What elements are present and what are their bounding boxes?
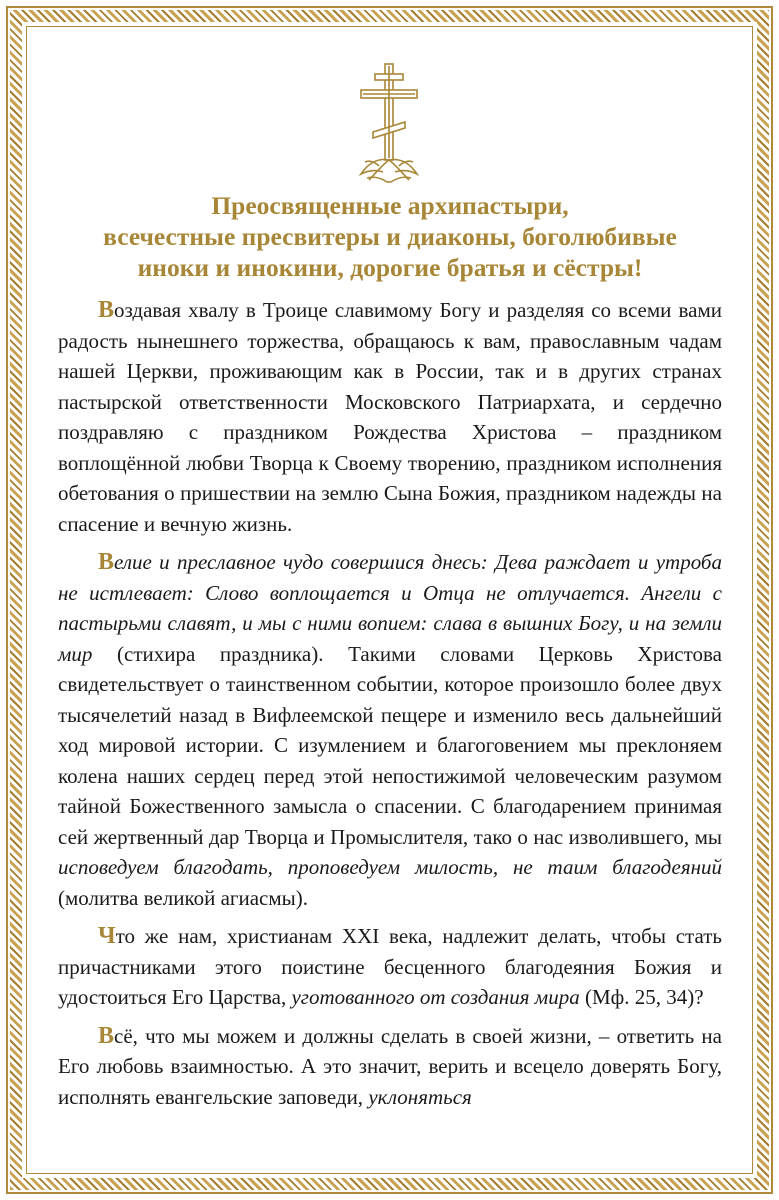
letter-body bbox=[58, 190, 722, 1120]
quote-italic: исповедуем благодать, проповедуем милость, не таим благодеяний bbox=[58, 855, 722, 879]
quote-italic: уготованного от создания мира bbox=[291, 985, 580, 1009]
paragraph-text: оздавая хвалу в Троице славимому Богу и разделяя со всеми вами радость нынешнего торжества, обращаюсь к вам, православным чадам нашей Церкви, проживающим как в России, так и в других странах пастырской ответственности Московского Патриархата, и сердечно поздравляю с праздником Рождества Христова – праздником воплощённой любви Творца к Своему творению, праздником исполнения обетования о пришествии на землю Сына Божия, праздником надежды на спасение и вечную жизнь. bbox=[58, 298, 722, 536]
quote-italic: уклоняться bbox=[368, 1084, 472, 1109]
greeting-line-1: Преосвященные архипастыри, bbox=[211, 191, 569, 220]
paragraph-3 bbox=[58, 921, 722, 1013]
paragraph-text: то же нам, христианам XXI века, надлежит делать, чтобы стать причастниками этого поистине бесценного благодеяния Божия и удостоиться Его Царства, bbox=[58, 924, 722, 1009]
paragraph-text: (молитва великой агиасмы). bbox=[58, 885, 309, 910]
quote-italic: елие и преславное чудо совершися днесь: Дева раждает и утроба не истлевает: Слово воплощается и Отца не отлучается. Ангели с пастырьми славят, и мы с ними вопием: слава в вышних Богу, и на земли мир bbox=[58, 550, 722, 666]
dropcap: В bbox=[98, 297, 115, 323]
greeting-heading bbox=[58, 190, 722, 283]
dropcap: В bbox=[98, 1022, 115, 1049]
paragraph-text: сё, что мы можем и должны сделать в своей жизни, – ответить на Его любовь взаимностью. А это значит, верить и всецело доверять Богу, исполнять евангельские заповеди, bbox=[58, 1023, 722, 1109]
orthodox-cross-icon bbox=[339, 62, 439, 184]
dropcap: В bbox=[98, 549, 115, 575]
greeting-line-2: всечестные пресвитеры и диаконы, боголюбивые bbox=[103, 222, 677, 251]
paragraph-4 bbox=[58, 1021, 722, 1113]
greeting-line-3: иноки и инокини, дорогие братья и сёстры! bbox=[137, 253, 643, 282]
paragraph-2 bbox=[58, 547, 722, 913]
paragraph-text: (стихира праздника). Такими словами Церковь Христова свидетельствует о таинственном событии, которое произошло более двух тысячелетий назад в Вифлеемской пещере и изменило весь дальнейший ход мировой истории. С изумлением и благоговением мы преклоняем колена наших сердец перед этой непостижимой человеческим разумом тайной Божественного замысла о спасении. С благодарением принимая сей жертвенный дар Творца и Промыслителя, тако о нас изволившего, мы bbox=[58, 641, 722, 849]
dropcap: Ч bbox=[98, 923, 116, 949]
paragraph-1 bbox=[58, 295, 722, 539]
paragraph-text: (Мф. 25, 34)? bbox=[579, 985, 704, 1009]
